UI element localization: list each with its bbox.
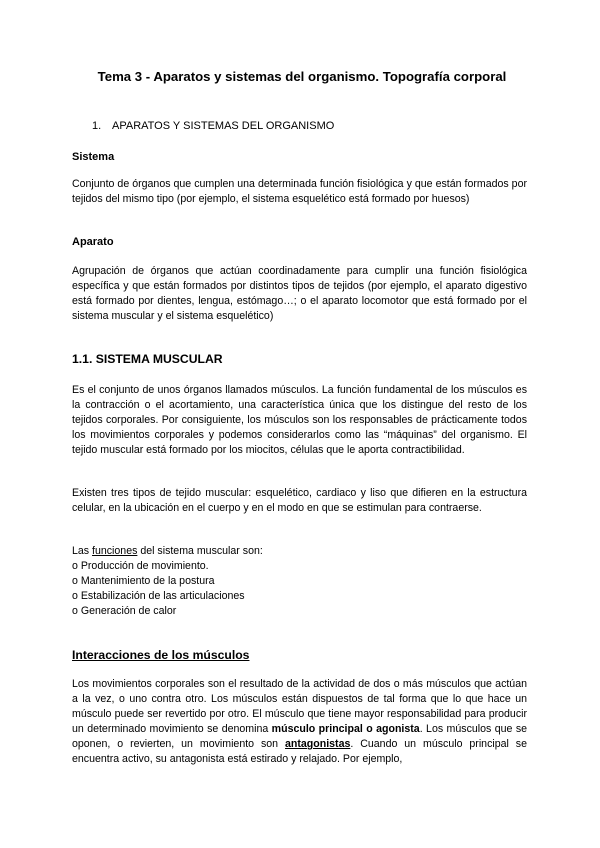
muscular-paragraph-1: Es el conjunto de unos órganos llamados músculos. La función fundamental de los músculos es la contracción o el acortamiento, una característica única que los distingue del resto de los tejidos corporales. Por consiguiente, los músculos son los responsables de prácticamente todos los movimientos corporales y podemos considerarlos como las “máquinas” del organismo. El tejido muscular está formado por los miocitos, células que le aporta contractibilidad. [72, 384, 527, 456]
list-item: o Producción de movimiento. [72, 560, 209, 572]
interacciones-text-3: . Cuando un músculo principal se encuentra activo, su antagonista está estirado y relajado. Por ejemplo, [72, 738, 527, 765]
page-title: Tema 3 - Aparatos y sistemas del organismo. Topografía corporal [97, 69, 507, 84]
funciones-line [72, 544, 263, 559]
muscular-heading: 1.1. SISTEMA MUSCULAR [72, 352, 223, 366]
aparato-heading: Aparato [72, 236, 114, 248]
funciones-link[interactable]: funciones [92, 545, 138, 557]
funciones-pre: Las [72, 545, 93, 557]
list-item: o Generación de calor [72, 605, 177, 617]
interacciones-paragraph [72, 677, 527, 767]
sistema-heading: Sistema [72, 151, 115, 163]
muscular-paragraph-2: Existen tres tipos de tejido muscular: esquelético, cardiaco y liso que difieren en la estructura celular, en la ubicación en el cuerpo y en el modo en que se estimulan para contraerse. [72, 487, 527, 514]
list-item: o Mantenimiento de la postura [72, 575, 215, 587]
agonista-term: músculo principal o agonista [271, 723, 420, 735]
antagonistas-term: antagonistas [285, 738, 351, 750]
aparato-paragraph: Agrupación de órganos que actúan coordinadamente para cumplir una función fisiológica específica y que están formados por distintos tipos de tejidos (por ejemplo, el aparato digestivo está formado por dientes, lengua, estómago…; o el aparato locomotor que está formado por el sistema muscular y el sistema esquelético) [72, 265, 527, 322]
funciones-post: del sistema muscular son: [137, 545, 263, 557]
section-label: APARATOS Y SISTEMAS DEL ORGANISMO [112, 120, 335, 132]
list-item: o Estabilización de las articulaciones [72, 590, 245, 602]
interacciones-heading: Interacciones de los músculos [72, 648, 250, 662]
interacciones-text-1: Los movimientos corporales son el resultado de la actividad de dos o más músculos que actúan a la vez, o uno contra otro. Los músculos están dispuestos de tal forma que lo que hace un músculo puede ser revertido por otro. El músculo que tiene mayor responsabilidad para producir un determinado movimiento se denomina [72, 678, 527, 735]
section-heading [92, 120, 334, 132]
interacciones-text-2: . Los músculos que se oponen, o revierten, un movimiento son [72, 723, 528, 750]
sistema-paragraph: Conjunto de órganos que cumplen una determinada función fisiológica y que están formados por tejidos del mismo tipo (por ejemplo, el sistema esquelético está formado por huesos) [72, 178, 527, 205]
section-number: 1. [92, 120, 102, 132]
